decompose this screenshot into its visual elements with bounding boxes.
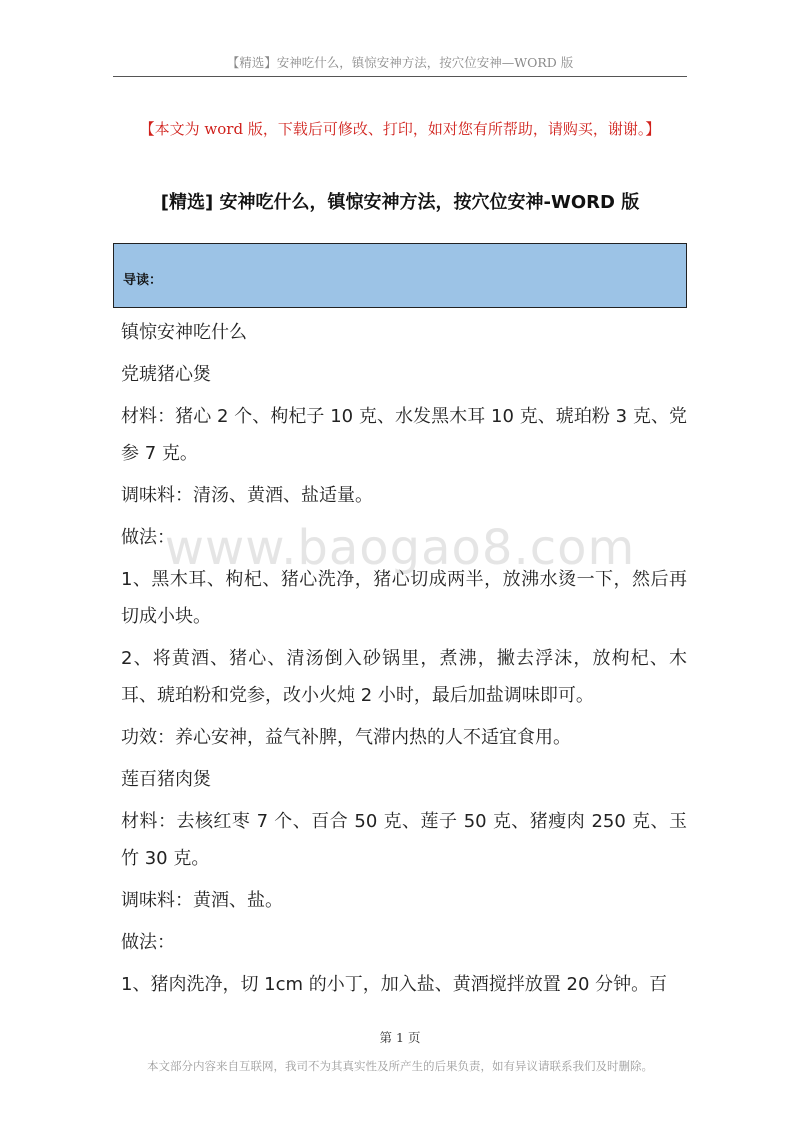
page-number: 第 1 页	[379, 1030, 421, 1045]
recipe-title: 莲百猪肉煲	[121, 769, 211, 790]
section-heading: 镇惊安神吃什么	[121, 322, 247, 343]
method-step: 2、将黄酒、猪心、清汤倒入砂锅里，煮沸，撇去浮沫，放枸杞、木耳、琥珀粉和党参，改小火炖 2 小时，最后加盐调味即可。	[121, 648, 687, 706]
recipe-seasoning: 调味料：清汤、黄酒、盐适量。	[121, 485, 373, 506]
method-step: 1、猪肉洗净，切 1cm 的小丁，加入盐、黄酒搅拌放置 20 分钟。百	[121, 974, 668, 995]
document-body	[121, 314, 687, 1008]
watermark: www.baogao8.com	[164, 520, 636, 576]
lead-box	[113, 243, 687, 308]
document-title: [精选] 安神吃什么，镇惊安神方法，按穴位安神-WORD 版	[160, 192, 640, 213]
method-label: 做法：	[121, 527, 175, 548]
recipe-seasoning: 调味料：黄酒、盐。	[121, 890, 283, 911]
recipe-effect: 功效：养心安神，益气补脾，气滞内热的人不适宜食用。	[121, 727, 571, 748]
recipe-title: 党琥猪心煲	[121, 364, 211, 385]
recipe-ingredients: 材料：猪心 2 个、枸杞子 10 克、水发黑木耳 10 克、琥珀粉 3 克、党参 7 克。	[121, 406, 687, 464]
footer-disclaimer: 本文部分内容来自互联网，我司不为其真实性及所产生的后果负责，如有异议请联系我们及时删除。	[147, 1059, 653, 1073]
purchase-notice: 【本文为 word 版，下载后可修改、打印，如对您有所帮助，请购买，谢谢。】	[139, 120, 661, 138]
recipe-ingredients: 材料：去核红枣 7 个、百合 50 克、莲子 50 克、猪瘦肉 250 克、玉竹 30 克。	[121, 811, 687, 869]
method-label: 做法：	[121, 932, 175, 953]
lead-label: 导读：	[123, 273, 163, 288]
page-header: 【精选】安神吃什么，镇惊安神方法，按穴位安神—WORD 版	[113, 52, 687, 77]
method-step: 1、黑木耳、枸杞、猪心洗净，猪心切成两半，放沸水烫一下，然后再切成小块。	[121, 569, 687, 627]
